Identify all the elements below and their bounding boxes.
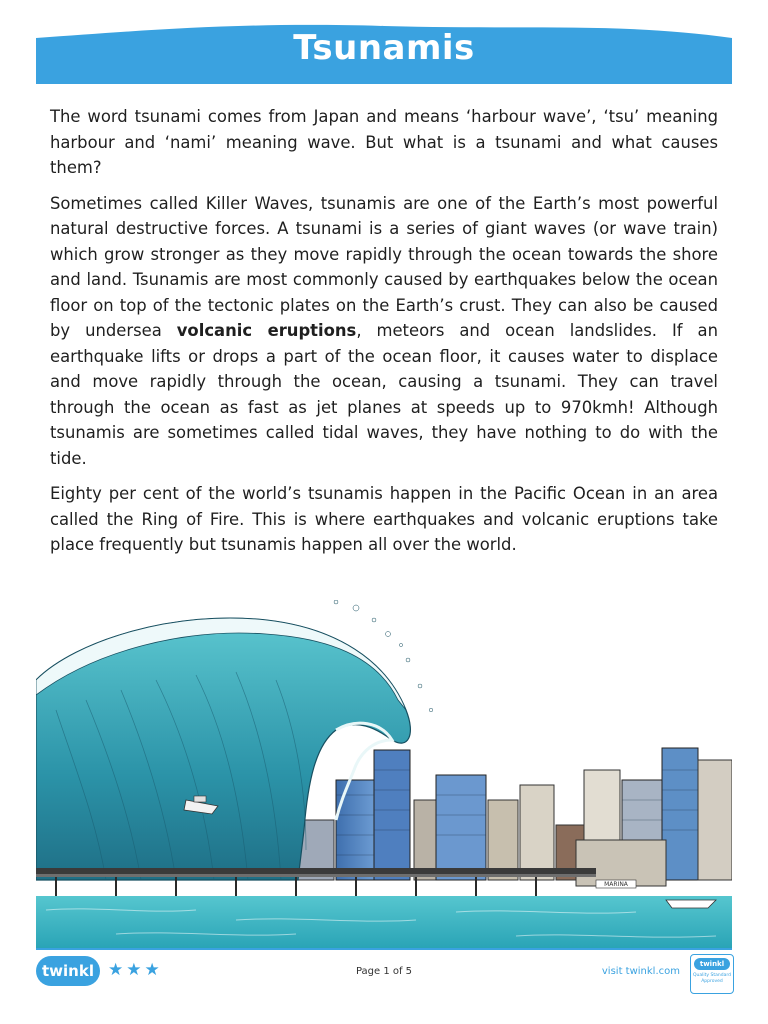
page-title: Tsunamis xyxy=(293,28,475,68)
paragraph-1: The word tsunami comes from Japan and means ‘harbour wave’, ‘tsu’ meaning harbour and ‘nami’ meaning wave. But what is a tsunami and what causes them? xyxy=(50,107,718,177)
paragraph-2-part-1: Sometimes called Killer Waves, tsunamis are one of the Earth’s most powerful natural destructive forces. A tsunami is a series of giant waves (or wave train) which grow stronger as they move rapidly through the ocean towards the shore and land. Tsunamis are most commonly caused by earthquakes below the ocean floor on top of the tectonic plates on the Earth’s crust. They can also be caused by undersea xyxy=(50,193,718,340)
paragraph-3: Eighty per cent of the world’s tsunamis happen in the Pacific Ocean in an area called the Ring of Fire. This is where earthquakes and volcanic eruptions take place frequently but tsunamis happen all over the world. xyxy=(50,484,718,554)
footer-divider xyxy=(36,948,732,950)
paragraph-2-part-2: , meteors and ocean landslides. If an earthquake lifts or drops a part of the ocean floor, it causes water to displace and move rapidly through the ocean, causing a tsunami. They can travel through the ocean as fast as jet planes at speeds up to 970kmh! Although tsunamis are sometimes called tidal waves, they have nothing to do with the tide. xyxy=(50,321,718,468)
tsunami-illustration-svg xyxy=(36,600,732,948)
tsunami-city-illustration xyxy=(36,600,732,948)
city-skyline xyxy=(294,748,732,888)
marina-sign: MARINA xyxy=(604,881,628,888)
harbour-boat xyxy=(666,900,716,908)
paragraph-2 xyxy=(50,191,718,472)
article-body xyxy=(50,104,718,568)
twinkl-logo[interactable]: twinkl xyxy=(36,956,100,986)
quality-badge-icon xyxy=(690,954,734,994)
page-number: Page 1 of 5 xyxy=(355,966,413,977)
badge-logo: twinkl xyxy=(694,958,730,970)
visit-link[interactable]: visit twinkl.com xyxy=(601,966,680,977)
harbour-water xyxy=(36,896,732,948)
title-banner xyxy=(0,0,768,90)
bridge xyxy=(36,868,596,900)
bold-term-volcanic-eruptions: volcanic eruptions xyxy=(176,321,357,340)
badge-caption: Quality Standard Approved xyxy=(693,973,731,984)
difficulty-stars-icon: ★★★ xyxy=(108,960,163,980)
